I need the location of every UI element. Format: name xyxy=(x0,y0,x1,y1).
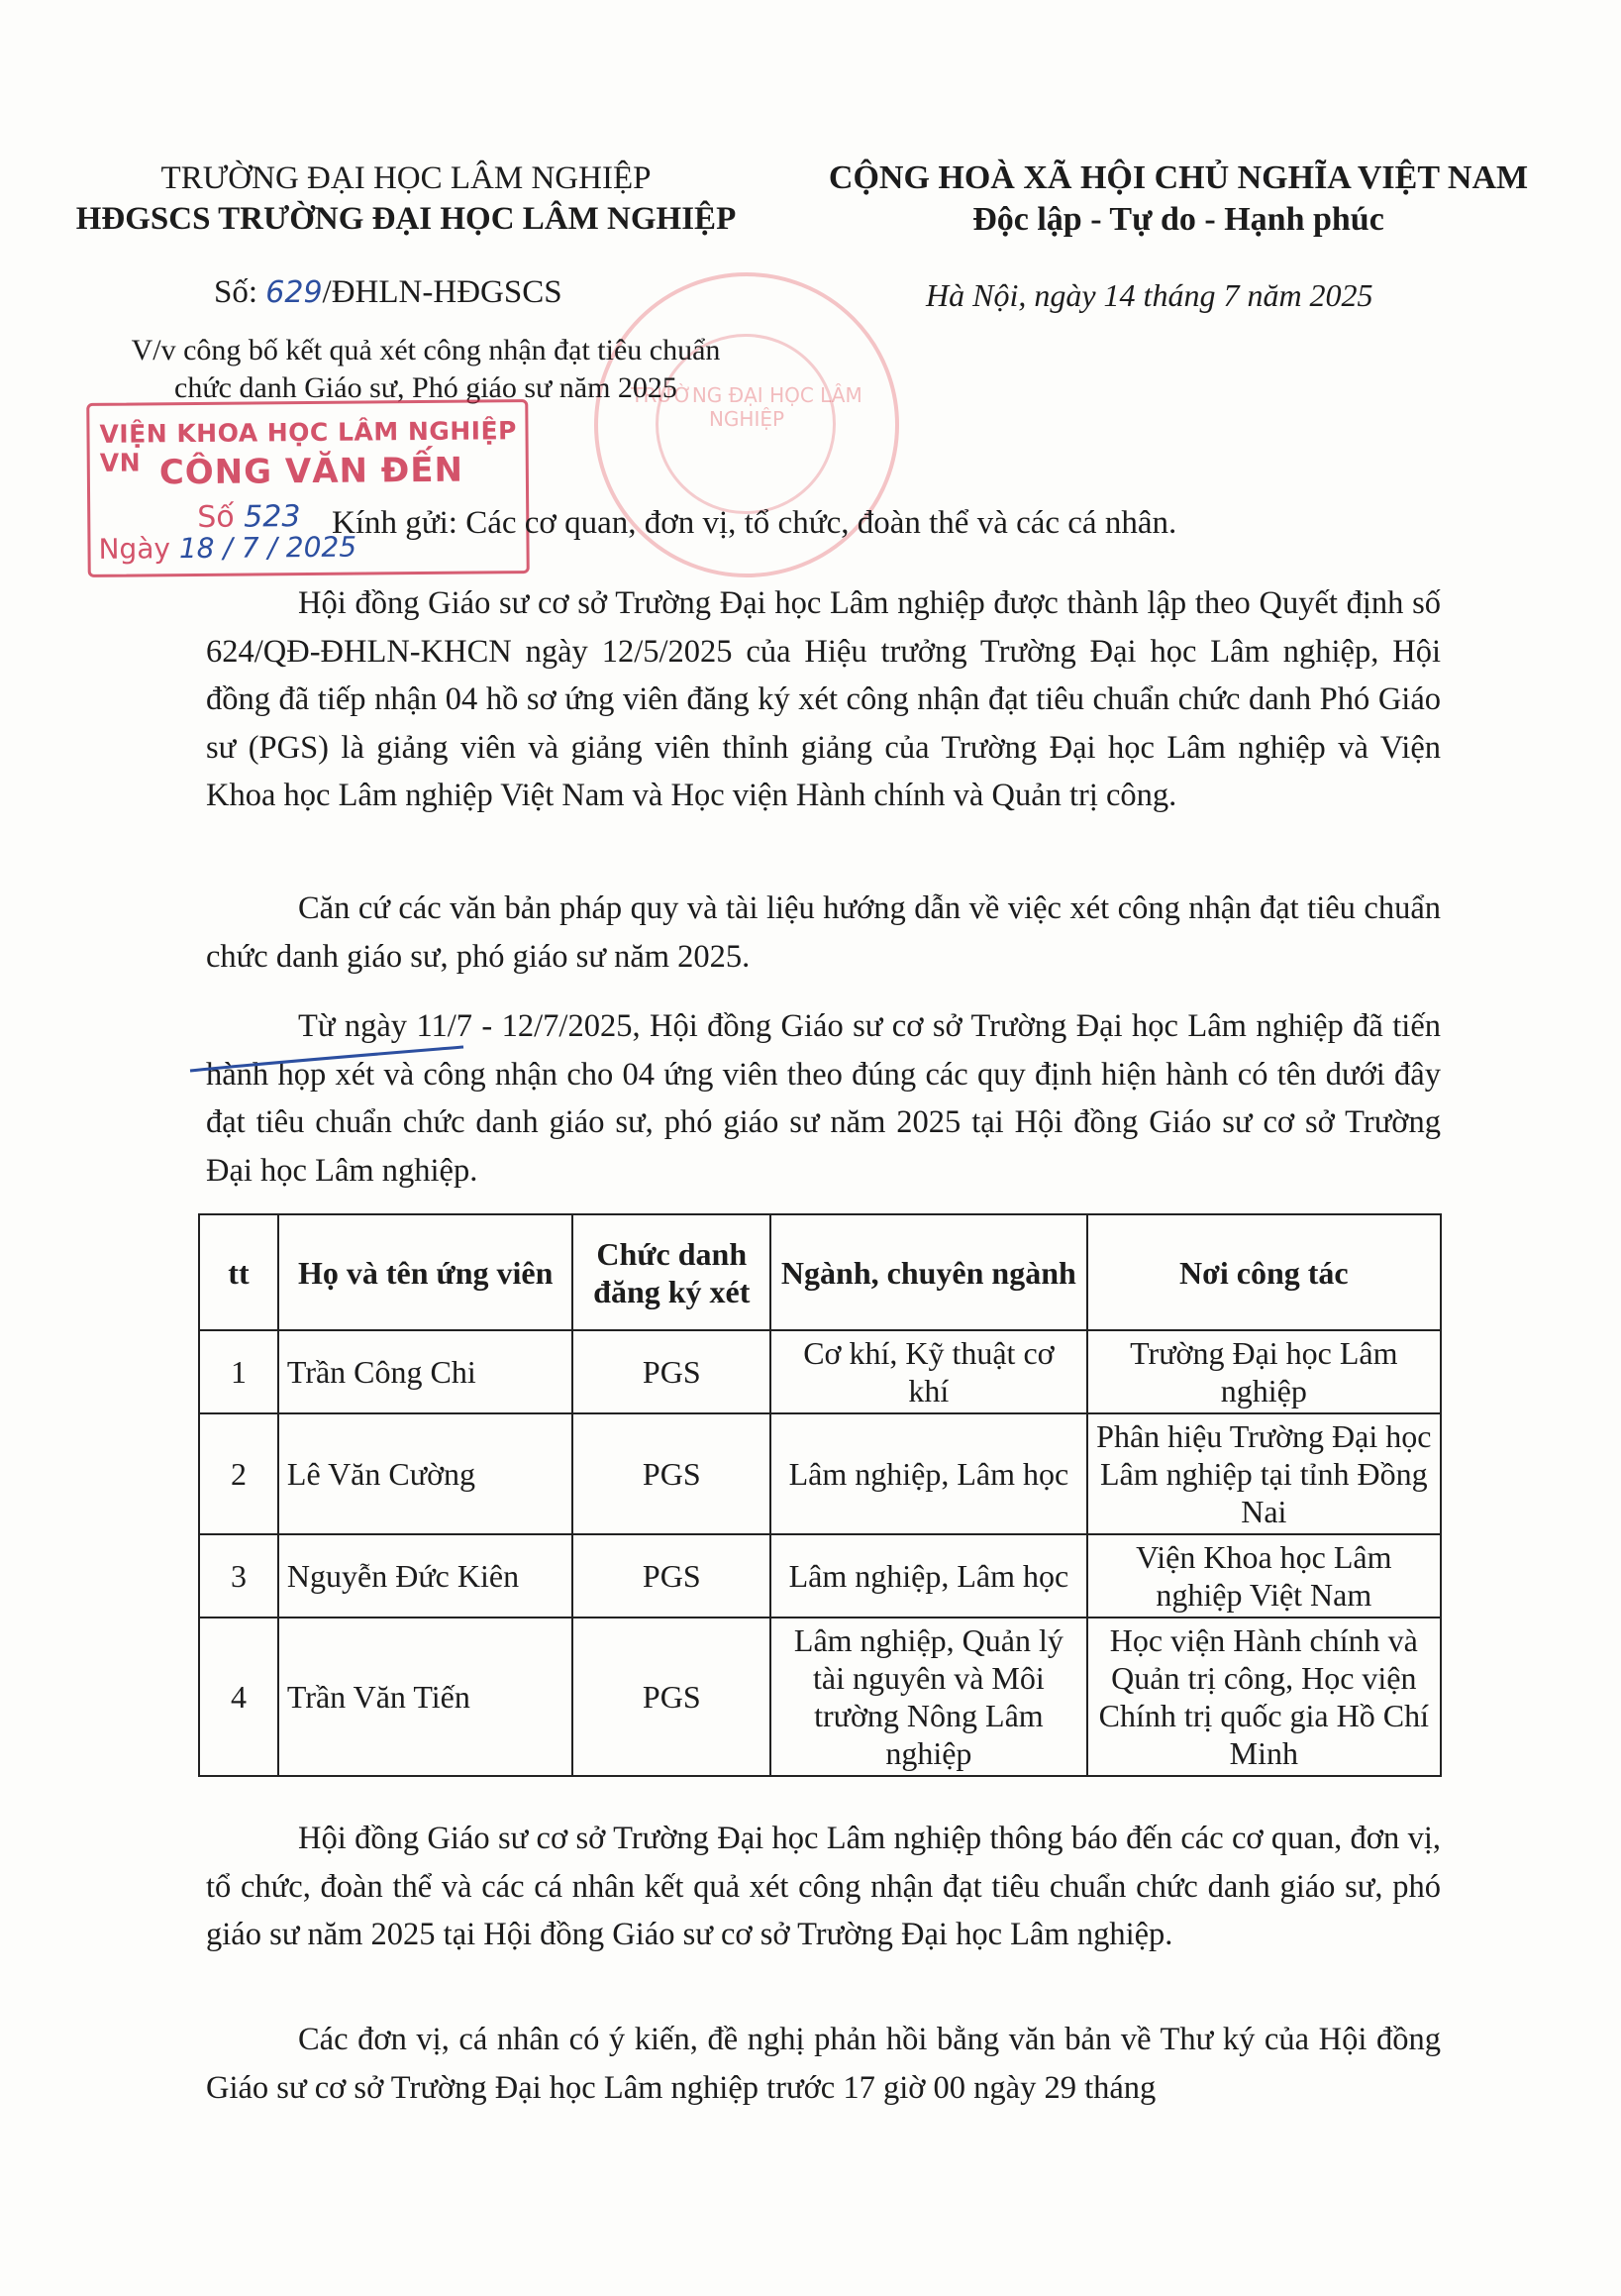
stamp-title: CÔNG VĂN ĐẾN xyxy=(158,450,464,493)
doc-number-prefix: Số: xyxy=(214,274,266,310)
doc-number-suffix: /ĐHLN-HĐGSCS xyxy=(322,274,562,310)
paragraph-2-text: Căn cứ các văn bản pháp quy và tài liệu hướng dẫn về việc xét công nhận đạt tiêu chuẩn chức danh giáo sư, phó giáo sư năm 2025. xyxy=(206,890,1441,975)
header-tt: tt xyxy=(199,1214,278,1330)
national-motto: Độc lập - Tự do - Hạnh phúc xyxy=(972,201,1384,238)
row-title: PGS xyxy=(572,1413,770,1534)
header-name: Họ và tên ứng viên xyxy=(278,1214,573,1330)
stamp-number xyxy=(197,499,301,535)
table-row xyxy=(199,1413,1441,1534)
row-workplace: Viện Khoa học Lâm nghiệp Việt Nam xyxy=(1087,1534,1441,1618)
row-tt: 1 xyxy=(199,1330,278,1413)
row-title: PGS xyxy=(572,1618,770,1776)
row-tt: 2 xyxy=(199,1413,278,1534)
stamp-ngay-value: 18 / 7 / 2025 xyxy=(178,530,357,566)
national-title: CỘNG HOÀ XÃ HỘI CHỦ NGHĨA VIỆT NAM xyxy=(828,159,1529,196)
header-field: Ngành, chuyên ngành xyxy=(770,1214,1086,1330)
stamp-date xyxy=(98,531,356,566)
stamp-so-value: 523 xyxy=(244,499,301,535)
paragraph-2 xyxy=(206,885,1441,981)
incoming-stamp xyxy=(86,399,530,577)
round-seal-text: TRƯỜNG ĐẠI HỌC LÂM NGHIỆP xyxy=(631,383,862,431)
doc-number-handwritten: 629 xyxy=(265,275,323,310)
issuer-council: HĐGSCS TRƯỜNG ĐẠI HỌC LÂM NGHIỆP xyxy=(75,201,737,237)
table-row xyxy=(199,1618,1441,1776)
row-field: Cơ khí, Kỹ thuật cơ khí xyxy=(770,1330,1086,1413)
handwritten-underline xyxy=(188,1045,465,1075)
paragraph-3 xyxy=(206,1002,1441,1195)
row-workplace: Phân hiệu Trường Đại học Lâm nghiệp tại tỉnh Đồng Nai xyxy=(1087,1413,1441,1534)
paragraph-4 xyxy=(206,1815,1441,1959)
row-tt: 3 xyxy=(199,1534,278,1618)
stamp-org: VIỆN KHOA HỌC LÂM NGHIỆP VN xyxy=(99,416,518,477)
row-workplace: Học viện Hành chính và Quản trị công, Học viện Chính trị quốc gia Hồ Chí Minh xyxy=(1087,1618,1441,1776)
row-field: Lâm nghiệp, Lâm học xyxy=(770,1534,1086,1618)
candidates-table xyxy=(198,1213,1442,1777)
row-name: Trần Công Chi xyxy=(278,1330,573,1413)
table-row xyxy=(199,1330,1441,1413)
table-row xyxy=(199,1534,1441,1618)
row-workplace: Trường Đại học Lâm nghiệp xyxy=(1087,1330,1441,1413)
paragraph-5 xyxy=(206,2016,1441,2112)
issuer-university: TRƯỜNG ĐẠI HỌC LÂM NGHIỆP xyxy=(160,160,652,196)
national-header xyxy=(792,158,1565,242)
stamp-ngay-label: Ngày xyxy=(98,532,171,566)
paragraph-3-text: Từ ngày 11/7 - 12/7/2025, Hội đồng Giáo sư cơ sở Trường Đại học Lâm nghiệp đã tiến hành họp xét và công nhận cho 04 ứng viên theo đúng các quy định hiện hành có tên dưới đây đạt tiêu chuẩn chức danh giáo sư, phó giáo sư năm 2025 tại Hội đồng Giáo sư cơ sở Trường Đại học Lâm nghiệp. xyxy=(206,1008,1441,1189)
paragraph-4-text: Hội đồng Giáo sư cơ sở Trường Đại học Lâm nghiệp thông báo đến các cơ quan, đơn vị, tổ chức, đoàn thể và các cá nhân kết quả xét công nhận đạt tiêu chuẩn chức danh giáo sư, phó giáo sư năm 2025 tại Hội đồng Giáo sư cơ sở Trường Đại học Lâm nghiệp. xyxy=(206,1821,1441,1952)
row-field: Lâm nghiệp, Quản lý tài nguyên và Môi trường Nông Lâm nghiệp xyxy=(770,1618,1086,1776)
row-title: PGS xyxy=(572,1330,770,1413)
paragraph-1-text: Hội đồng Giáo sư cơ sở Trường Đại học Lâm nghiệp được thành lập theo Quyết định số 624/QĐ-ĐHLN-KHCN ngày 12/5/2025 của Hiệu trưởng Trường Đại học Lâm nghiệp, Hội đồng đã tiếp nhận 04 hồ sơ ứng viên đăng ký xét công nhận đạt tiêu chuẩn chức danh Phó Giáo sư (PGS) là giảng viên và giảng viên thỉnh giảng của Trường Đại học Lâm nghiệp và Viện Khoa học Lâm nghiệp Việt Nam và Học viện Hành chính và Quản trị công. xyxy=(206,585,1441,813)
table-header-row xyxy=(199,1214,1441,1330)
row-name: Trần Văn Tiến xyxy=(278,1618,573,1776)
document-date: Hà Nội, ngày 14 tháng 7 năm 2025 xyxy=(926,277,1373,313)
document-subject: V/v công bố kết quả xét công nhận đạt tiêu chuẩn chức danh Giáo sư, Phó giáo sư năm 2025 xyxy=(131,334,721,404)
row-title: PGS xyxy=(572,1534,770,1618)
header-workplace: Nơi công tác xyxy=(1087,1214,1441,1330)
row-tt: 4 xyxy=(199,1618,278,1776)
salutation: Kính gửi: Các cơ quan, đơn vị, tổ chức, đoàn thể và các cá nhân. xyxy=(332,505,1177,541)
paragraph-5-text: Các đơn vị, cá nhân có ý kiến, đề nghị phản hồi bằng văn bản về Thư ký của Hội đồng Giáo sư cơ sở Trường Đại học Lâm nghiệp trước 17 giờ 00 ngày 29 tháng xyxy=(206,2022,1441,2106)
document-number xyxy=(214,272,562,313)
row-field: Lâm nghiệp, Lâm học xyxy=(770,1413,1086,1534)
stamp-so-label: Số xyxy=(197,499,235,535)
row-name: Lê Văn Cường xyxy=(278,1413,573,1534)
issuer-header xyxy=(59,158,753,240)
row-name: Nguyễn Đức Kiên xyxy=(278,1534,573,1618)
paragraph-1 xyxy=(206,579,1441,820)
header-title: Chức danh đăng ký xét xyxy=(572,1214,770,1330)
